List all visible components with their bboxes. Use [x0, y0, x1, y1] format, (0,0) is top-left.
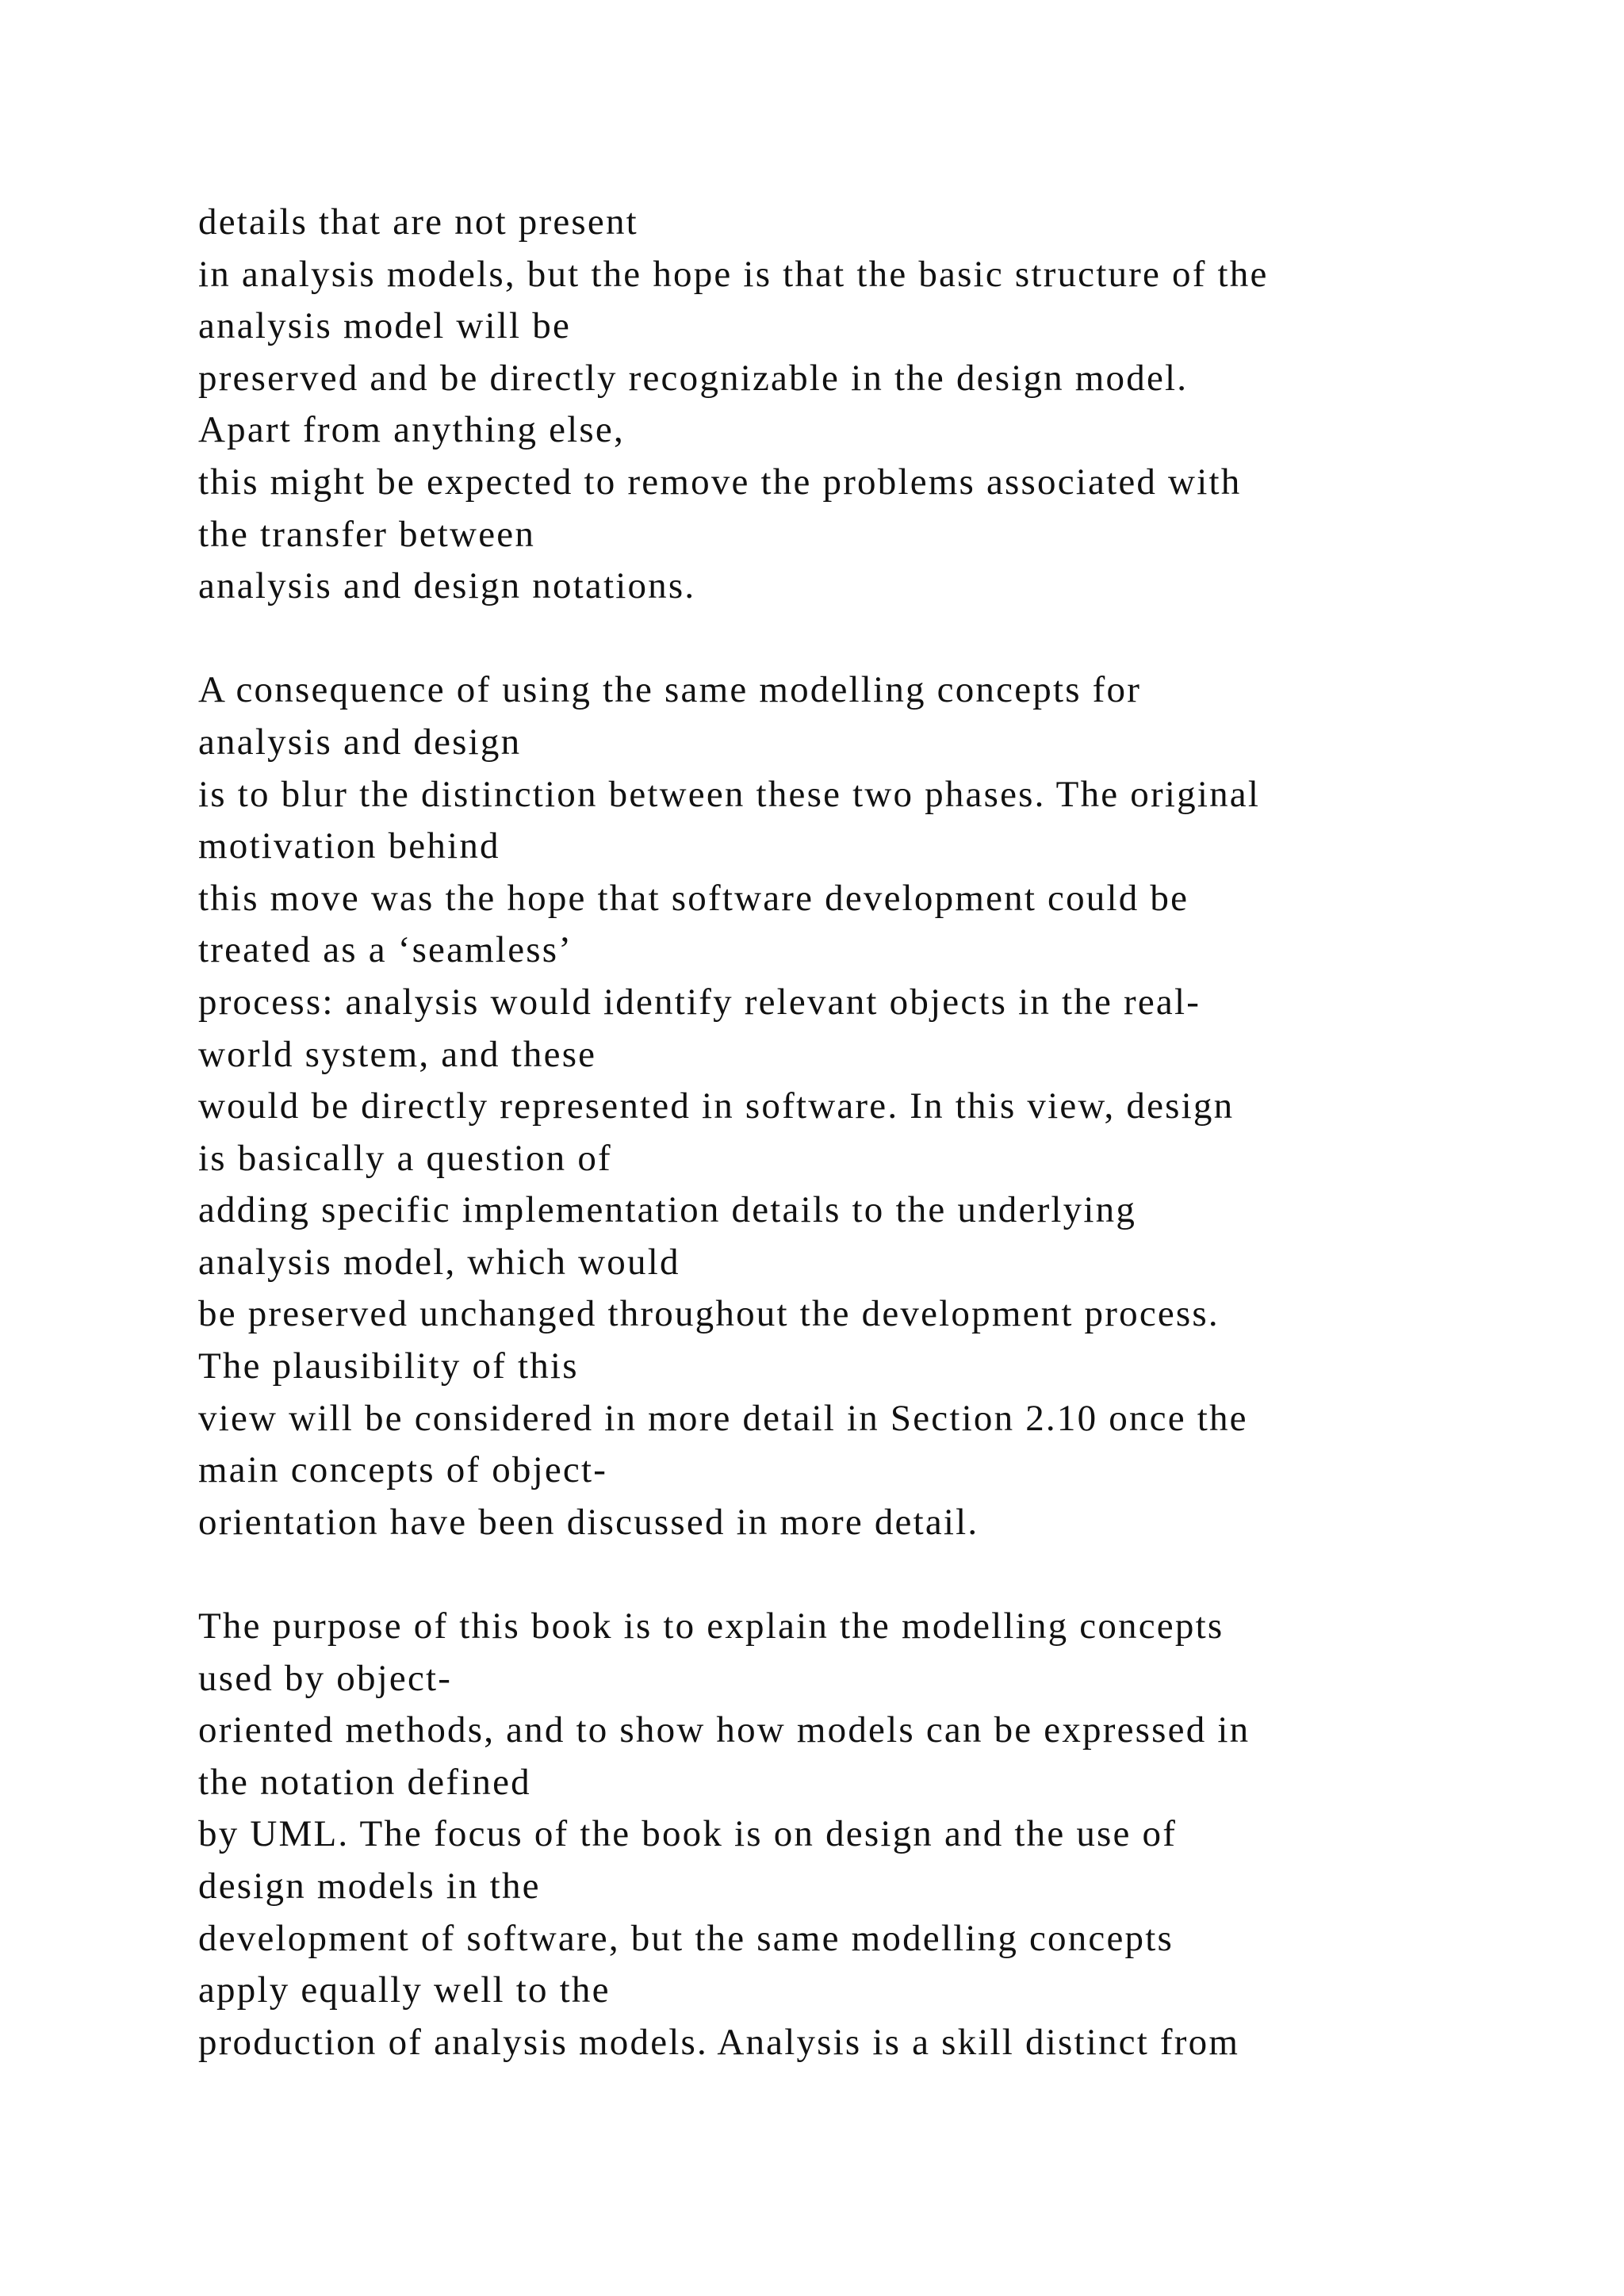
- text-line: analysis model will be: [198, 305, 572, 347]
- text-line: view will be considered in more detail in Section 2.10 once the: [198, 1397, 1248, 1439]
- text-line: orientation have been discussed in more detail.: [198, 1501, 979, 1543]
- paragraph-3: [198, 1601, 1546, 2068]
- text-line: world system, and these: [198, 1033, 597, 1075]
- text-line: this move was the hope that software development could be: [198, 877, 1189, 919]
- text-line: the transfer between: [198, 513, 536, 555]
- text-line: The plausibility of this: [198, 1345, 579, 1387]
- body-text: [198, 197, 1546, 2068]
- paragraph-1: [198, 197, 1546, 613]
- text-line: A consequence of using the same modelling concepts for: [198, 669, 1142, 711]
- text-line: apply equally well to the: [198, 1969, 611, 2011]
- text-line: oriented methods, and to show how models can be expressed in: [198, 1709, 1251, 1751]
- text-line: analysis and design: [198, 721, 522, 763]
- text-line: preserved and be directly recognizable in the design model.: [198, 357, 1189, 399]
- text-line: main concepts of object-: [198, 1449, 608, 1491]
- text-line: design models in the: [198, 1866, 541, 1907]
- text-line: by UML. The focus of the book is on design and the use of: [198, 1813, 1178, 1855]
- text-line: in analysis models, but the hope is that the basic structure of the: [198, 253, 1269, 295]
- text-line: Apart from anything else,: [198, 409, 625, 451]
- text-line: details that are not present: [198, 201, 638, 243]
- text-line: this might be expected to remove the problems associated with: [198, 461, 1242, 503]
- text-line: adding specific implementation details to the underlying: [198, 1189, 1137, 1231]
- text-line: used by object-: [198, 1657, 453, 1699]
- text-line: analysis and design notations.: [198, 565, 696, 607]
- text-line: would be directly represented in software. In this view, design: [198, 1085, 1235, 1127]
- text-line: the notation defined: [198, 1761, 531, 1803]
- text-line: production of analysis models. Analysis is a skill distinct from: [198, 2021, 1240, 2063]
- text-line: development of software, but the same modelling concepts: [198, 1917, 1174, 1959]
- text-line: treated as a ‘seamless’: [198, 929, 573, 971]
- text-line: analysis model, which would: [198, 1241, 680, 1283]
- text-line: The purpose of this book is to explain the modelling concepts: [198, 1605, 1224, 1647]
- paragraph-gap: [198, 1548, 1546, 1601]
- text-line: is to blur the distinction between these two phases. The original: [198, 773, 1261, 815]
- text-line: process: analysis would identify relevant objects in the real-: [198, 981, 1201, 1023]
- text-line: is basically a question of: [198, 1137, 612, 1179]
- paragraph-gap: [198, 613, 1546, 665]
- paragraph-2: [198, 664, 1546, 1548]
- text-line: motivation behind: [198, 825, 500, 867]
- text-line: be preserved unchanged throughout the development process.: [198, 1293, 1220, 1335]
